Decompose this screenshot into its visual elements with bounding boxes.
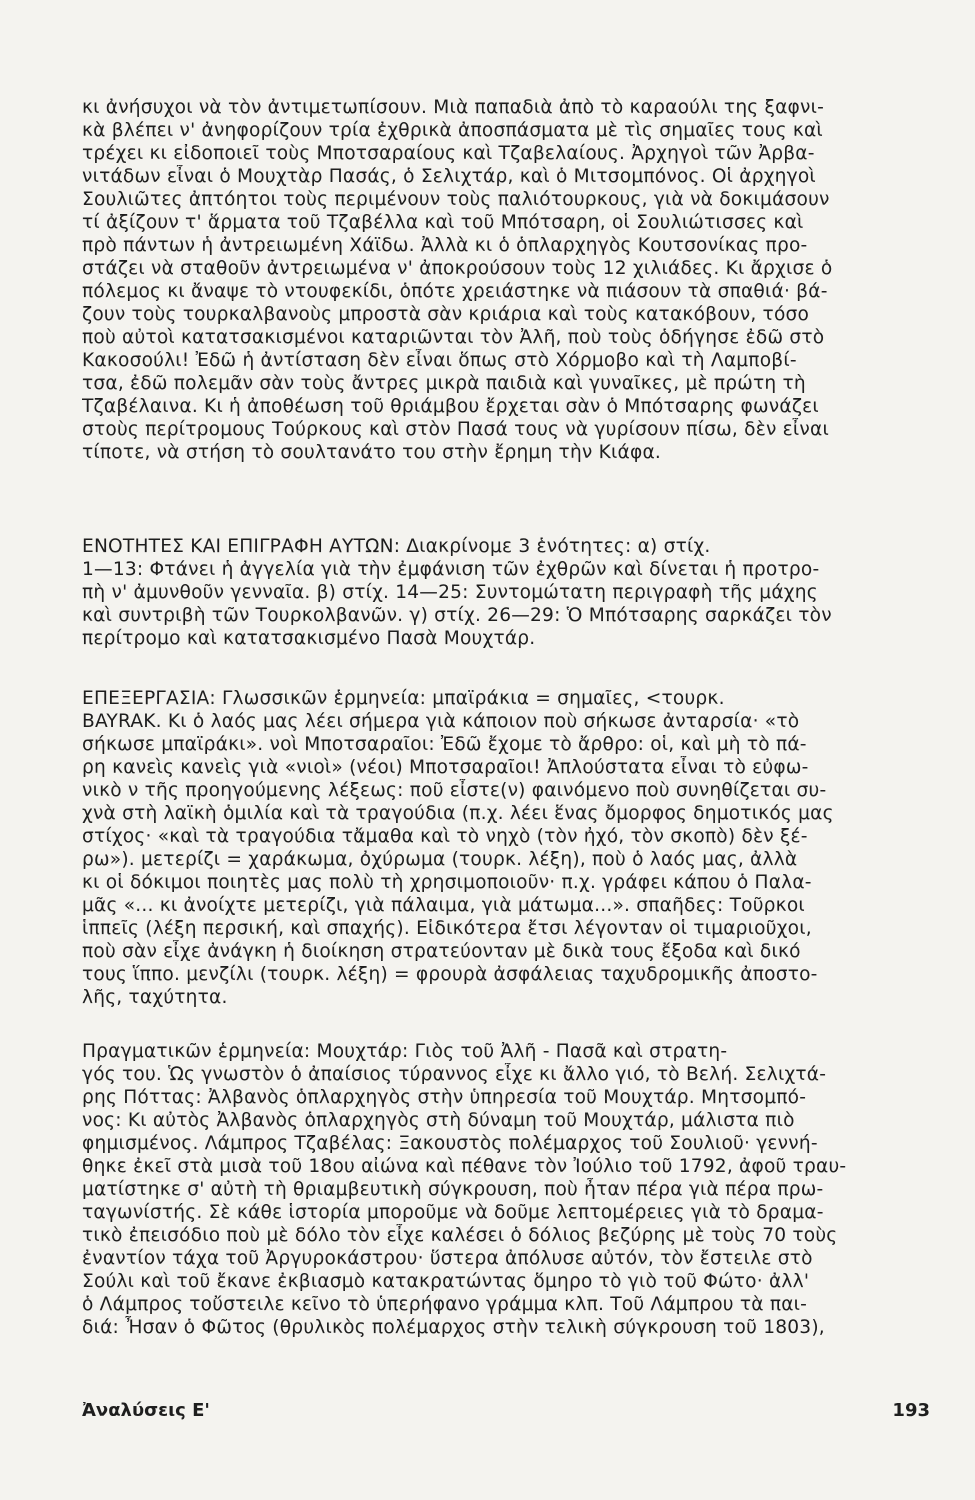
summary-paragraph [82, 96, 930, 464]
factual-line: ἐναντίον τάχα τοῦ Ἀργυροκάστρου· ὕστερα ἀπόλυσε αὐτόν, τὸν ἔστειλε στὸ [82, 1248, 813, 1269]
processing-line: ρω»). μετερίζι = χαράκωμα, ὀχύρωμα (τουρκ. λέξη), ποὺ ὁ λαός μας, ἀλλὰ [82, 849, 798, 870]
processing-line: σήκωσε μπαϊράκι». νοὶ Μποτσαραῖοι: Ἐδῶ ἔχομε τὸ ἄρθρο: οἱ, καὶ μὴ τὸ πά- [82, 734, 807, 755]
summary-line: κὰ βλέπει ν' ἀνηφορίζουν τρία ἐχθρικὰ ἀποσπάσματα μὲ τὶς σημαῖες τους καὶ [82, 120, 823, 141]
summary-line: Κακοσούλι! Ἐδῶ ἡ ἀντίσταση δὲν εἶναι ὅπως στὸ Χόρμοβο καὶ τὴ Λαμποβί- [82, 350, 797, 371]
factual-line: φημισμένος. Λάμπρος Τζαβέλας: Ξακουστὸς πολέμαρχος τοῦ Σουλιοῦ· γεννή- [82, 1133, 818, 1154]
summary-line: τίποτε, νὰ στήση τὸ σουλτανάτο του στὴν ἔρημη τὴν Κιάφα. [82, 442, 662, 463]
factual-line: ταγωνίστής. Σὲ κάθε ἱστορία μποροῦμε νὰ δοῦμε λεπτομέρειες γιὰ τὸ δραμα- [82, 1202, 824, 1223]
summary-line: ποὺ αὐτοὶ κατατσακισμένοι καταριῶνται τὸν Ἀλῆ, ποὺ τοὺς ὁδήγησε ἐδῶ στὸ [82, 327, 825, 348]
summary-line: πόλεμος κι ἄναψε τὸ ντουφεκίδι, ὁπότε χρειάστηκε νὰ πιάσουν τὰ σπαθιά· βά- [82, 281, 828, 302]
processing-section [82, 687, 930, 1009]
factual-line: ὁ Λάμπρος τοὔστειλε κεῖνο τὸ ὑπερήφανο γράμμα κλπ. Τοῦ Λάμπρου τὰ παι- [82, 1294, 808, 1315]
processing-line: στίχος· «καὶ τὰ τραγούδια τἄμαθα καὶ τὸ νηχὸ (τὸν ἠχό, τὸν σκοπὸ) δὲν ξέ- [82, 826, 808, 847]
summary-line: κι ἀνήσυχοι νὰ τὸν ἀντιμετωπίσουν. Μιὰ παπαδιὰ ἀπὸ τὸ καραούλι της ξαφνι- [82, 97, 825, 118]
summary-line: ζουν τοὺς τουρκαλβανοὺς μπροστὰ σὰν κριάρια καὶ τοὺς κατακόβουν, τόσο [82, 304, 810, 325]
factual-interpretation-section [82, 1040, 930, 1339]
units-line: 1—13: Φτάνει ἡ ἀγγελία γιὰ τὴν ἐμφάνιση τῶν ἐχθρῶν καὶ δίνεται ἡ προτρο- [82, 559, 820, 580]
processing-line: ποὺ σὰν εἶχε ἀνάγκη ἡ διοίκηση στρατεύονταν μὲ δικὰ τους ἔξοδα καὶ δικό [82, 941, 801, 962]
factual-line: γός του. Ὡς γνωστὸν ὁ ἀπαίσιος τύραννος εἶχε κι ἄλλο γιό, τὸ Βελή. Σελιχτά- [82, 1064, 827, 1085]
processing-line: BAYRAK. Κι ὁ λαός μας λέει σήμερα γιὰ κάποιον ποὺ σήκωσε ἀνταρσία· «τὸ [82, 711, 800, 732]
factual-line: τικὸ ἐπεισόδιο ποὺ μὲ δόλο τὸν εἶχε καλέσει ὁ δόλιος βεζύρης μὲ τοὺς 70 τοὺς [82, 1225, 838, 1246]
factual-line: ρης Πόττας: Ἀλβανὸς ὁπλαρχηγὸς στὴν ὑπηρεσία τοῦ Μουχτάρ. Μητσομπό- [82, 1087, 807, 1108]
processing-line: κι οἱ δόκιμοι ποιητὲς μας πολὺ τὴ χρησιμοποιοῦν· π.χ. γράφει κάπου ὁ Παλα- [82, 872, 812, 893]
processing-line: μᾶς «... κι ἀνοίχτε μετερίζι, γιὰ πάλαιμα, γιὰ μάτωμα...». σπαῆδες: Τοῦρκοι [82, 895, 805, 916]
processing-line: ρη κανεὶς κανεὶς γιὰ «νιοὶ» (νέοι) Μποτσαραῖοι! Ἀπλούστατα εἶναι τὸ εὐφω- [82, 757, 809, 778]
factual-line: ματίστηκε σ' αὐτὴ τὴ θριαμβευτικὴ σύγκρουση, ποὺ ἦταν πέρα γιὰ πέρα πρω- [82, 1179, 824, 1200]
processing-line: νικὸ ν τῆς προηγούμενης λέξεως: ποῦ εἶστε(ν) φαινόμενο ποὺ συνηθίζεται συ- [82, 780, 827, 801]
processing-line: ΕΠΕΞΕΡΓΑΣΙΑ: Γλωσσικῶν ἑρμηνεία: μπαϊράκια = σημαῖες, <τουρκ. [82, 688, 725, 709]
book-title: Ἀναλύσεις Ε' [82, 1400, 210, 1421]
units-line: πὴ ν' ἀμυνθοῦν γενναῖα. β) στίχ. 14—25: Συντομώτατη περιγραφὴ τῆς μάχης [82, 582, 818, 603]
factual-line: Πραγματικῶν ἑρμηνεία: Μουχτάρ: Γιὸς τοῦ Ἀλῆ - Πασᾶ καὶ στρατη- [82, 1041, 728, 1062]
page-number: 193 [892, 1400, 930, 1421]
processing-line: τους ἵππο. μενζίλι (τουρκ. λέξη) = φρουρὰ ἀσφάλειας ταχυδρομικῆς ἀποστο- [82, 964, 818, 985]
units-line: ΕΝΟΤΗΤΕΣ ΚΑΙ ΕΠΙΓΡΑΦΗ ΑΥΤΩΝ: Διακρίνομε 3 ἑνότητες: α) στίχ. [82, 536, 711, 557]
factual-line: διά: Ἦσαν ὁ Φῶτος (θρυλικὸς πολέμαρχος στὴν τελικὴ σύγκρουση τοῦ 1803), [82, 1317, 825, 1338]
processing-line: ἱππεῖς (λέξη περσική, καὶ σπαχής). Εἰδικότερα ἔτσι λέγονταν οἱ τιμαριοῦχοι, [82, 918, 812, 939]
summary-line: Σουλιῶτες ἀπτόητοι τοὺς περιμένουν τοὺς παλιότουρκους, γιὰ νὰ δοκιμάσουν [82, 189, 830, 210]
summary-line: στοὺς περίτρομους Τούρκους καὶ στὸν Πασά τους νὰ γυρίσουν πίσω, δὲν εἶναι [82, 419, 829, 440]
summary-line: πρὸ πάντων ἡ ἀντρειωμένη Χάϊδω. Ἀλλὰ κι ὁ ὁπλαρχηγὸς Κουτσονίκας προ- [82, 235, 808, 256]
factual-line: νος: Κι αὐτὸς Ἀλβανὸς ὁπλαρχηγὸς στὴ δύναμη τοῦ Μουχτάρ, μάλιστα πιὸ [82, 1110, 795, 1131]
summary-line: τσα, ἐδῶ πολεμᾶν σὰν τοὺς ἄντρες μικρὰ παιδιὰ καὶ γυναῖκες, μὲ πρώτη τὴ [82, 373, 806, 394]
summary-line: στάζει νὰ σταθοῦν ἀντρειωμένα ν' ἀποκρούσουν τοὺς 12 χιλιάδες. Κι ἄρχισε ὁ [82, 258, 833, 279]
units-line: περίτρομο καὶ κατατσακισμένο Πασὰ Μουχτάρ. [82, 628, 536, 649]
factual-line: θηκε ἐκεῖ στὰ μισὰ τοῦ 18ου αἰώνα καὶ πέθανε τὸν Ἰούλιο τοῦ 1792, ἀφοῦ τραυ- [82, 1156, 847, 1177]
processing-line: λῆς, ταχύτητα. [82, 987, 228, 1008]
summary-line: τρέχει κι εἰδοποιεῖ τοὺς Μποτσαραίους καὶ Τζαβελαίους. Ἀρχηγοὶ τῶν Ἀρβα- [82, 143, 815, 164]
processing-line: χνὰ στὴ λαϊκὴ ὁμιλία καὶ τὰ τραγούδια (π.χ. λέει ἕνας ὄμορφος δημοτικός μας [82, 803, 834, 824]
summary-line: Τζαβέλαινα. Κι ἡ ἀποθέωση τοῦ θριάμβου ἔρχεται σὰν ὁ Μπότσαρης φωνάζει [82, 396, 819, 417]
summary-line: νιτάδων εἶναι ὁ Μουχτὰρ Πασάς, ὁ Σελιχτάρ, καὶ ὁ Μιτσομπόνος. Οἱ ἀρχηγοὶ [82, 166, 816, 187]
summary-line: τί ἀξίζουν τ' ἅρματα τοῦ Τζαβέλλα καὶ τοῦ Μπότσαρη, οἱ Σουλιώτισσες καὶ [82, 212, 804, 233]
factual-line: Σούλι καὶ τοῦ ἔκανε ἐκβιασμὸ κατακρατώντας ὅμηρο τὸ γιὸ τοῦ Φώτο· ἀλλ' [82, 1271, 810, 1292]
units-line: καὶ συντριβὴ τῶν Τουρκολβανῶν. γ) στίχ. 26—29: Ὁ Μπότσαρης σαρκάζει τὸν [82, 605, 832, 626]
units-section [82, 535, 930, 650]
